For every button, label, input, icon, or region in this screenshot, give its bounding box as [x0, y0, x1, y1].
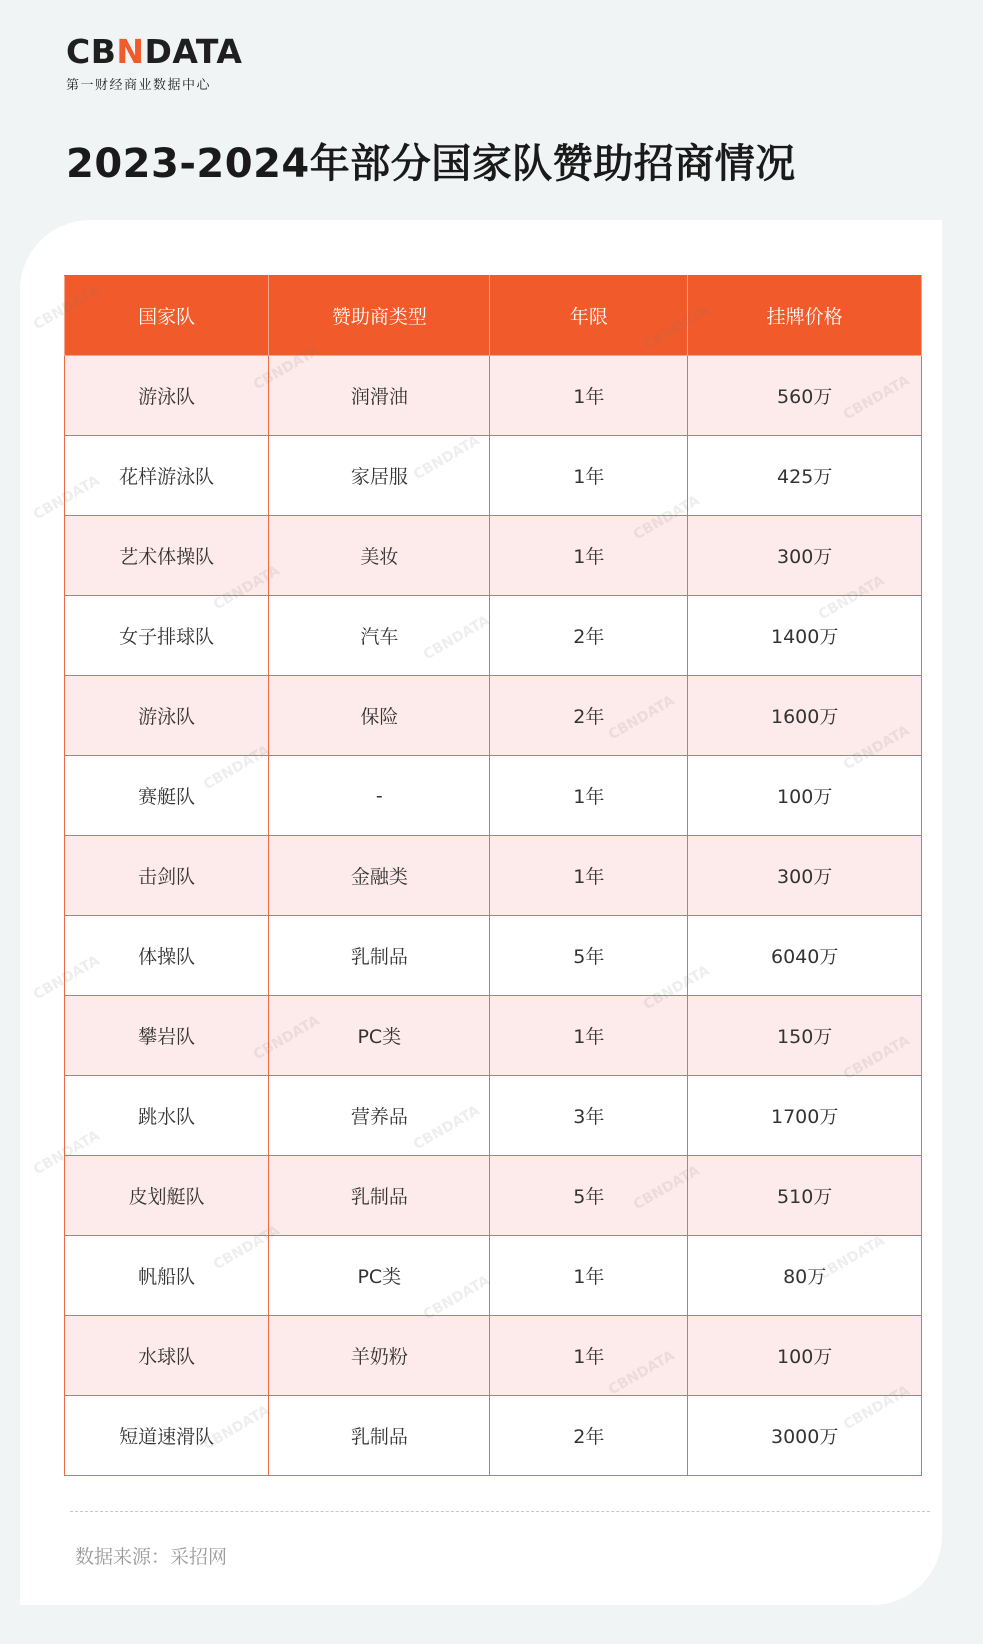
logo-wordmark — [66, 34, 306, 70]
table-row — [65, 356, 922, 436]
cell-price: 6040万 — [688, 916, 922, 996]
cell-team: 攀岩队 — [65, 996, 269, 1076]
table-row — [65, 1396, 922, 1476]
cell-duration: 3年 — [490, 1076, 688, 1156]
cell-team: 帆船队 — [65, 1236, 269, 1316]
logo-x-mark: N — [116, 32, 145, 71]
cell-sponsor-type: 保险 — [269, 676, 490, 756]
cell-price: 510万 — [688, 1156, 922, 1236]
cell-sponsor-type: 乳制品 — [269, 916, 490, 996]
cell-price: 300万 — [688, 516, 922, 596]
cell-team: 艺术体操队 — [65, 516, 269, 596]
cell-duration: 1年 — [490, 356, 688, 436]
data-source-note: 数据来源：采招网 — [75, 1546, 228, 1568]
table-row — [65, 516, 922, 596]
cell-sponsor-type: 美妆 — [269, 516, 490, 596]
cell-sponsor-type: 家居服 — [269, 436, 490, 516]
cell-price: 300万 — [688, 836, 922, 916]
footer-divider — [70, 1511, 930, 1512]
table-row — [65, 996, 922, 1076]
logo-suffix: DATA — [144, 32, 243, 71]
logo-prefix: CB — [66, 32, 117, 71]
cell-sponsor-type: 金融类 — [269, 836, 490, 916]
header-team: 国家队 — [65, 276, 269, 356]
cell-team: 水球队 — [65, 1316, 269, 1396]
cell-duration: 2年 — [490, 1396, 688, 1476]
table-row — [65, 836, 922, 916]
table-row — [65, 1076, 922, 1156]
cbndata-logo — [66, 34, 306, 93]
cell-price: 80万 — [688, 1236, 922, 1316]
cell-duration: 1年 — [490, 1236, 688, 1316]
cell-duration: 2年 — [490, 596, 688, 676]
table-header-row — [65, 276, 922, 356]
cell-team: 体操队 — [65, 916, 269, 996]
cell-sponsor-type: - — [269, 756, 490, 836]
table-row — [65, 1316, 922, 1396]
logo-tagline: 第一财经商业数据中心 — [66, 78, 212, 93]
header-sponsor-type: 赞助商类型 — [269, 276, 490, 356]
table-row — [65, 676, 922, 756]
cell-price: 100万 — [688, 756, 922, 836]
cell-sponsor-type: 润滑油 — [269, 356, 490, 436]
table-row — [65, 1156, 922, 1236]
table-body — [65, 356, 922, 1476]
cell-team: 游泳队 — [65, 356, 269, 436]
cell-team: 赛艇队 — [65, 756, 269, 836]
cell-duration: 1年 — [490, 516, 688, 596]
cell-duration: 2年 — [490, 676, 688, 756]
cell-team: 短道速滑队 — [65, 1396, 269, 1476]
cell-sponsor-type: 羊奶粉 — [269, 1316, 490, 1396]
page-title: 2023-2024年部分国家队赞助招商情况 — [66, 141, 796, 187]
cell-team: 女子排球队 — [65, 596, 269, 676]
cell-price: 150万 — [688, 996, 922, 1076]
cell-price: 100万 — [688, 1316, 922, 1396]
cell-team: 花样游泳队 — [65, 436, 269, 516]
cell-sponsor-type: 汽车 — [269, 596, 490, 676]
cell-team: 皮划艇队 — [65, 1156, 269, 1236]
table-row — [65, 1236, 922, 1316]
cell-team: 跳水队 — [65, 1076, 269, 1156]
cell-sponsor-type: PC类 — [269, 996, 490, 1076]
cell-price: 1700万 — [688, 1076, 922, 1156]
sponsorship-table — [64, 275, 922, 1476]
table-row — [65, 596, 922, 676]
content-card — [20, 220, 942, 1605]
cell-duration: 5年 — [490, 1156, 688, 1236]
cell-price: 3000万 — [688, 1396, 922, 1476]
cell-sponsor-type: 乳制品 — [269, 1396, 490, 1476]
cell-price: 1400万 — [688, 596, 922, 676]
cell-sponsor-type: 营养品 — [269, 1076, 490, 1156]
cell-duration: 1年 — [490, 756, 688, 836]
cell-duration: 1年 — [490, 996, 688, 1076]
cell-duration: 1年 — [490, 1316, 688, 1396]
table-row — [65, 916, 922, 996]
cell-sponsor-type: PC类 — [269, 1236, 490, 1316]
cell-price: 560万 — [688, 356, 922, 436]
cell-duration: 5年 — [490, 916, 688, 996]
cell-duration: 1年 — [490, 436, 688, 516]
header-price: 挂牌价格 — [688, 276, 922, 356]
cell-price: 425万 — [688, 436, 922, 516]
cell-price: 1600万 — [688, 676, 922, 756]
table-row — [65, 436, 922, 516]
cell-duration: 1年 — [490, 836, 688, 916]
table-row — [65, 756, 922, 836]
cell-team: 游泳队 — [65, 676, 269, 756]
header-duration: 年限 — [490, 276, 688, 356]
cell-team: 击剑队 — [65, 836, 269, 916]
cell-sponsor-type: 乳制品 — [269, 1156, 490, 1236]
